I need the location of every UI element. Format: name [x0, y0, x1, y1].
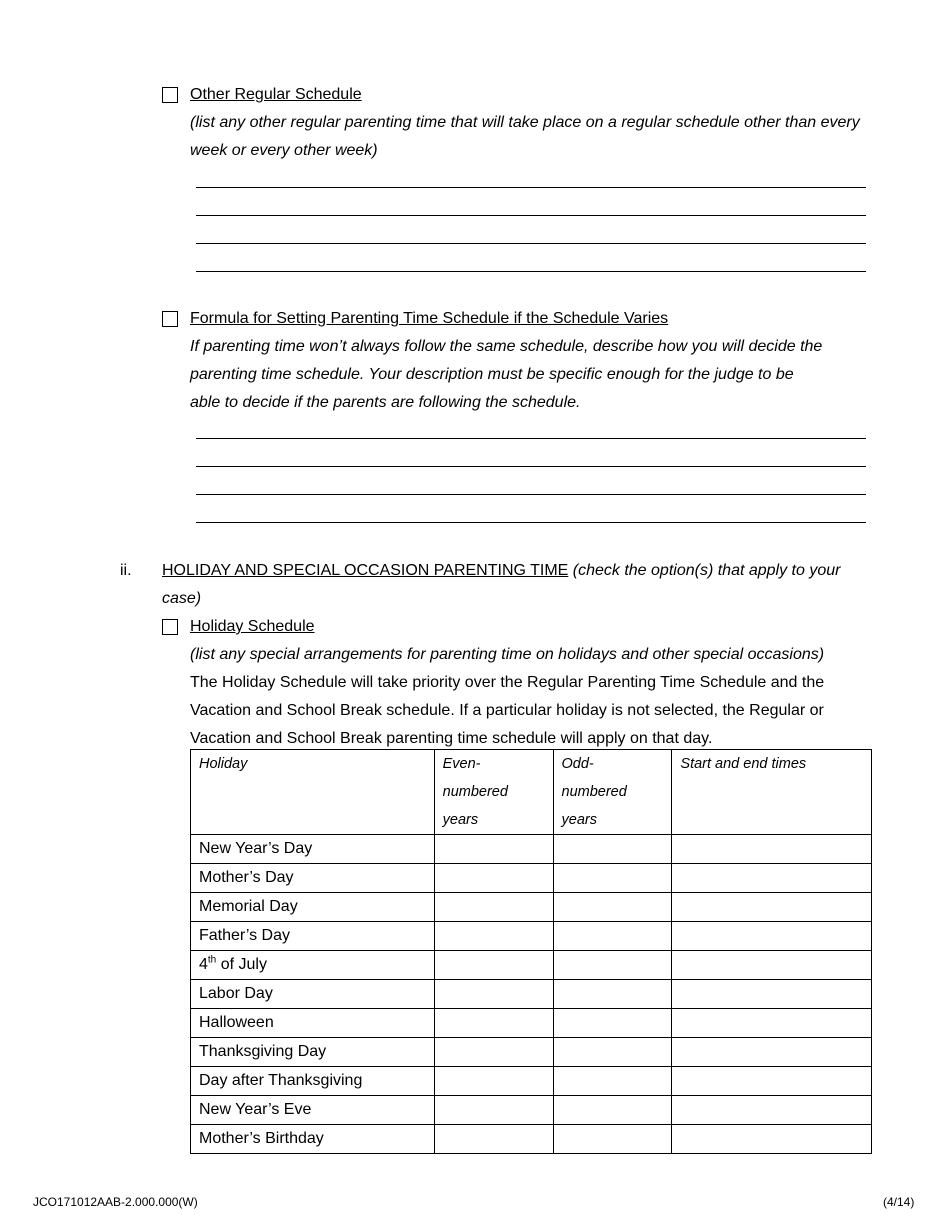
even-year-cell[interactable] — [434, 864, 553, 893]
even-year-cell[interactable] — [434, 1038, 553, 1067]
times-cell[interactable] — [672, 1009, 872, 1038]
odd-year-cell[interactable] — [553, 1125, 672, 1154]
formula-blank-line-1[interactable] — [196, 438, 866, 439]
other-regular-schedule-checkbox[interactable] — [162, 87, 178, 103]
holiday-section-heading — [162, 557, 840, 585]
holiday-name: New Year’s Eve — [191, 1096, 435, 1125]
formula-schedule-title: Formula for Setting Parenting Time Schedule if the Schedule Varies — [190, 310, 669, 327]
table-row — [191, 922, 872, 951]
holiday-name: New Year’s Day — [191, 835, 435, 864]
odd-year-cell[interactable] — [553, 1038, 672, 1067]
formula-note-line-1: If parenting time won’t always follow the same schedule, describe how you will decide the — [190, 338, 823, 355]
even-year-cell[interactable] — [434, 1096, 553, 1125]
other-schedule-blank-line-2[interactable] — [196, 215, 866, 216]
holiday-name-rest: of July — [216, 956, 267, 973]
header-odd-2: numbered — [561, 784, 627, 800]
table-header-row — [191, 750, 872, 835]
even-year-cell[interactable] — [434, 1125, 553, 1154]
table-row — [191, 1009, 872, 1038]
table-row — [191, 951, 872, 980]
times-cell[interactable] — [672, 835, 872, 864]
table-row — [191, 980, 872, 1009]
header-odd-1: Odd- — [561, 756, 594, 772]
odd-year-cell[interactable] — [553, 835, 672, 864]
odd-year-cell[interactable] — [553, 922, 672, 951]
other-schedule-blank-line-1[interactable] — [196, 187, 866, 188]
formula-schedule-checkbox[interactable] — [162, 311, 178, 327]
section-number: ii. — [120, 562, 132, 579]
even-year-cell[interactable] — [434, 951, 553, 980]
odd-year-cell[interactable] — [553, 1096, 672, 1125]
holiday-schedule-checkbox[interactable] — [162, 619, 178, 635]
times-cell[interactable] — [672, 1038, 872, 1067]
holiday-name: Memorial Day — [191, 893, 435, 922]
header-even-3: years — [442, 812, 479, 828]
formula-blank-line-4[interactable] — [196, 522, 866, 523]
table-row — [191, 835, 872, 864]
holiday-name: Mother’s Birthday — [191, 1125, 435, 1154]
formula-note-line-2: parenting time schedule. Your description must be specific enough for the judge to be — [190, 366, 794, 383]
header-even-2: numbered — [442, 784, 508, 800]
header-holiday: Holiday — [191, 750, 435, 835]
holiday-name — [191, 951, 435, 980]
other-regular-schedule-title: Other Regular Schedule — [190, 86, 362, 103]
times-cell[interactable] — [672, 980, 872, 1009]
holiday-name-sup: th — [207, 954, 217, 966]
times-cell[interactable] — [672, 1125, 872, 1154]
even-year-cell[interactable] — [434, 893, 553, 922]
times-cell[interactable] — [672, 893, 872, 922]
holiday-body-line-2: Vacation and School Break schedule. If a particular holiday is not selected, the Regular or — [190, 702, 824, 719]
table-row — [191, 1125, 872, 1154]
even-year-cell[interactable] — [434, 835, 553, 864]
odd-year-cell[interactable] — [553, 980, 672, 1009]
holiday-name: Father’s Day — [191, 922, 435, 951]
formula-note-line-3: able to decide if the parents are following the schedule. — [190, 394, 581, 411]
even-year-cell[interactable] — [434, 1067, 553, 1096]
holiday-section-instruction-2: case) — [162, 590, 202, 607]
holiday-section-title: HOLIDAY AND SPECIAL OCCASION PARENTING TIME — [162, 562, 569, 579]
form-code: JCO171012AAB-2.000.000(W) — [33, 1195, 198, 1209]
odd-year-cell[interactable] — [553, 893, 672, 922]
holiday-body-line-3: Vacation and School Break parenting time schedule will apply on that day. — [190, 730, 713, 747]
holiday-name: Labor Day — [191, 980, 435, 1009]
table-row — [191, 1038, 872, 1067]
times-cell[interactable] — [672, 864, 872, 893]
holiday-name: Thanksgiving Day — [191, 1038, 435, 1067]
odd-year-cell[interactable] — [553, 1067, 672, 1096]
header-even-years — [434, 750, 553, 835]
even-year-cell[interactable] — [434, 980, 553, 1009]
holiday-body-line-1: The Holiday Schedule will take priority over the Regular Parenting Time Schedule and the — [190, 674, 825, 691]
formula-blank-line-2[interactable] — [196, 466, 866, 467]
header-even-1: Even- — [442, 756, 481, 772]
other-schedule-blank-line-3[interactable] — [196, 243, 866, 244]
even-year-cell[interactable] — [434, 1009, 553, 1038]
times-cell[interactable] — [672, 951, 872, 980]
holiday-name: Mother’s Day — [191, 864, 435, 893]
times-cell[interactable] — [672, 1067, 872, 1096]
page-number: (4/14) — [883, 1195, 915, 1209]
table-row — [191, 864, 872, 893]
header-odd-3: years — [561, 812, 597, 828]
holiday-schedule-note: (list any special arrangements for parenting time on holidays and other special occasions) — [190, 646, 825, 663]
holiday-section-instruction-1: (check the option(s) that apply to your — [572, 562, 841, 579]
odd-year-cell[interactable] — [553, 1009, 672, 1038]
holiday-name: Day after Thanksgiving — [191, 1067, 435, 1096]
holiday-table — [190, 749, 872, 1154]
header-odd-years — [553, 750, 672, 835]
even-year-cell[interactable] — [434, 922, 553, 951]
odd-year-cell[interactable] — [553, 864, 672, 893]
times-cell[interactable] — [672, 922, 872, 951]
times-cell[interactable] — [672, 1096, 872, 1125]
table-row — [191, 1096, 872, 1125]
odd-year-cell[interactable] — [553, 951, 672, 980]
table-row — [191, 1067, 872, 1096]
holiday-name: Halloween — [191, 1009, 435, 1038]
formula-blank-line-3[interactable] — [196, 494, 866, 495]
header-start-end-times: Start and end times — [672, 750, 872, 835]
holiday-schedule-title: Holiday Schedule — [190, 618, 315, 635]
table-row — [191, 893, 872, 922]
other-schedule-blank-line-4[interactable] — [196, 271, 866, 272]
other-regular-schedule-note: (list any other regular parenting time that will take place on a regular schedule other than every week or every other week) — [190, 114, 860, 159]
holiday-name-num: 4 — [199, 956, 208, 973]
